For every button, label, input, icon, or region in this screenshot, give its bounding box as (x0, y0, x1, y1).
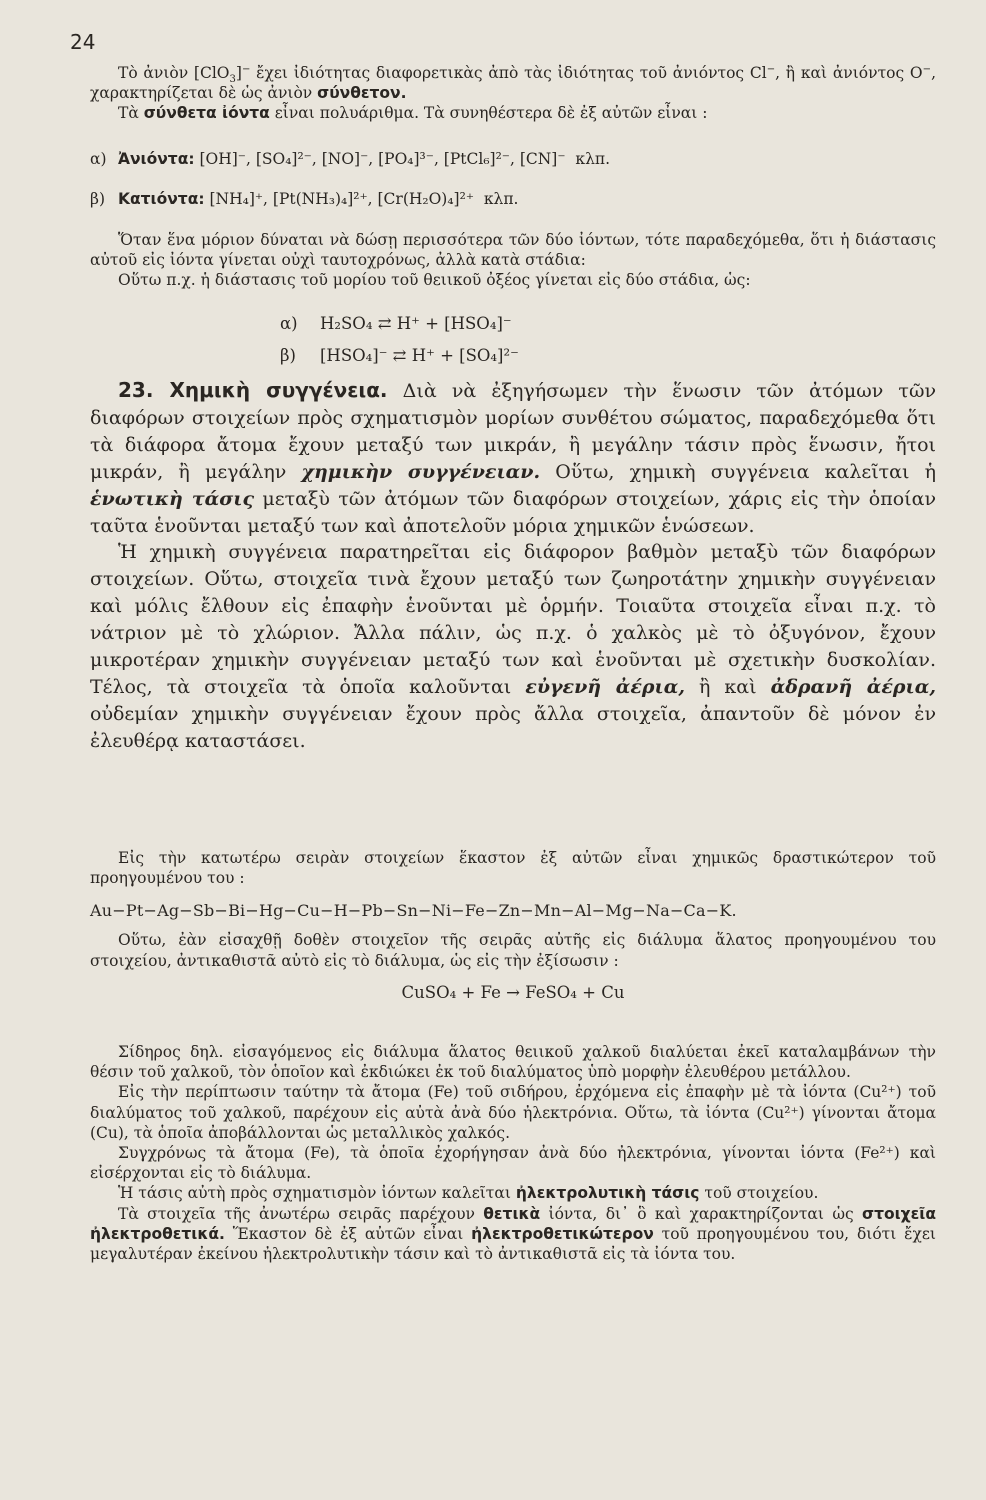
section-paragraph-2: Ἡ χημικὴ συγγένεια παρατηρεῖται εἰς διάφορον βαθμὸν μεταξὺ τῶν διαφόρων στοιχείων. Οὕτω, στοιχεῖα τινὰ ἔχουν μεταξύ των ζωηροτάτην χημικὴν συγγένειαν καὶ μόλις ἔλθουν εἰς ἐπαφὴν ἑνοῦνται μὲ ὁρμήν. Τοιαῦτα στοιχεῖα εἶναι π.χ. τὸ νάτριον μὲ τὸ χλώριον. Ἄλλα πάλιν, ὡς π.χ. ὁ χαλκὸς μὲ τὸ ὀξυγόνον, ἔχουν μικροτέραν χημικὴν συγγένειαν μεταξύ των καὶ ἑνοῦνται μὲ σχετικὴν δυσκολίαν. Τέλος, τὰ στοιχεῖα τὰ ὁποῖα καλοῦνται εὐγενῆ ἀέρια, ἢ καὶ ἀδρανῆ ἀέρια, οὐδεμίαν χημικὴν συγγένειαν ἔχουν πρὸς ἄλλα στοιχεῖα, ἀπαντοῦν δὲ μόνον ἐν ἐλευθέρᾳ καταστάσει. (90, 541, 943, 752)
ion-list (90, 148, 936, 210)
section-paragraph-1: 23. Χημικὴ συγγένεια. Διὰ νὰ ἐξηγήσωμεν τὴν ἕνωσιν τῶν ἀτόμων τῶν διαφόρων στοιχείων πρὸς σχηματισμὸν μορίων συνθέτου σώματος, παραδεχόμεθα ὅτι τὰ διάφορα ἄτομα ἔχουν μεταξύ των μικράν, ἢ μεγάλην τάσιν πρὸς ἕνωσιν, ἤτοι μικράν, ἢ μεγάλην χημικὴν συγγένειαν. Οὕτω, χημικὴ συγγένεια καλεῖται ἡ ἑνωτικὴ τάσις μεταξὺ τῶν ἀτόμων τῶν διαφόρων στοιχείων, χάρις εἰς τὴν ὁποίαν ταῦτα ἑνοῦνται μεταξύ των καὶ ἀποτελοῦν μόρια χημικῶν ἑνώσεων. (90, 378, 943, 537)
term-synthetic-anion: σύνθετον. (317, 84, 407, 103)
term-combining-tendency: ἑνωτικὴ τάσις (90, 487, 255, 510)
term-synthetic-ions: σύνθετα ἰόντα (143, 104, 270, 123)
term-positive: θετικὰ (483, 1204, 541, 1223)
final-paragraph-4: Ἡ τάσις αὐτὴ πρὸς σχηματισμὸν ἰόντων καλεῖται ἠλεκτρολυτικὴ τάσις τοῦ στοιχείου. (118, 1184, 819, 1203)
displacement-equation: CuSO₄ + Fe → FeSO₄ + Cu (401, 982, 625, 1002)
intro-paragraph-2: Τὰ σύνθετα ἰόντα εἶναι πολυάριθμα. Τὰ συνηθέστερα δὲ ἐξ αὐτῶν εἶναι : (118, 104, 708, 123)
final-paragraph-2: Εἰς τὴν περίπτωσιν ταύτην τὰ ἄτομα (Fe) τοῦ σιδήρου, ἐρχόμενα εἰς ἐπαφὴν μὲ τὰ ἰόντα (Cu²⁺) τοῦ διαλύματος τοῦ χαλκοῦ, παρέχουν εἰς αὐτὰ ἀνὰ δύο ἠλεκτρόνια. Οὕτω, τὰ ἰόντα (Cu²⁺) γίνονται ἄτομα (Cu), τὰ ὁποῖα ἀποβάλλονται ὡς μεταλλικὸς χαλκός. (90, 1083, 936, 1142)
term-electropositive-elements: στοιχεῖα ἠλεκτροθετικά. (90, 1204, 936, 1243)
series-explanation: Οὕτω, ἐὰν εἰσαχθῇ δοθὲν στοιχεῖον τῆς σειρᾶς αὐτῆς εἰς διάλυμα ἅλατος προηγουμένου του στοιχείου, ἀντικαθιστᾶ αὐτὸ εἰς τὸ διάλυμα, ὡς εἰς τὴν ἐξίσωσιν : (90, 931, 936, 970)
term-more-electropositive: ἠλεκτροθετικώτερον (471, 1224, 654, 1243)
anion-list-item: α) Ἀνιόντα: [OH]⁻, [SO₄]²⁻, [NO]⁻, [PO₄]³⁻, [PtCl₆]²⁻, [CN]⁻ κλπ. (90, 150, 611, 168)
reactivity-series: Au−Pt−Ag−Sb−Bi−Hg−Cu−H−Pb−Sn−Ni−Fe−Zn−Mn−Al−Mg−Na−Ca−K. (90, 901, 737, 921)
term-electrolytic-tendency: ἠλεκτρολυτικὴ τάσις (515, 1184, 700, 1203)
equation-step-a: α) H₂SO₄ ⇄ H⁺ + [HSO₄]⁻ (280, 314, 512, 333)
dissociation-equations (90, 310, 936, 370)
page-number: 24 (70, 30, 96, 54)
intro-block (90, 63, 941, 124)
equation-step-b: β) [HSO₄]⁻ ⇄ H⁺ + [SO₄]²⁻ (280, 346, 519, 365)
term-inert-gases: ἀδρανῆ ἀέρια, (770, 675, 936, 698)
final-paragraph-5: Τὰ στοιχεῖα τῆς ἀνωτέρω σειρᾶς παρέχουν θετικὰ ἰόντα, δι᾽ ὃ καὶ χαρακτηρίζονται ὡς στοιχεῖα ἠλεκτροθετικά. Ἕκαστον δὲ ἐξ αὐτῶν εἶναι ἠλεκτροθετικώτερον τοῦ προηγουμένου του, διότι ἔχει μεγαλυτέραν ἐκείνου ἠλεκτρολυτικὴν τάσιν καὶ τὸ ἀντικαθιστᾶ εἰς τὰ ἰόντα του. (90, 1204, 941, 1264)
term-noble-gases: εὐγενῆ ἀέρια, (525, 675, 685, 698)
series-block (90, 848, 936, 1002)
section-heading: 23. Χημικὴ συγγένεια. (118, 378, 388, 402)
final-block (90, 1042, 941, 1264)
section-23 (90, 377, 943, 755)
intro-paragraph-1: Τὸ ἀνιὸν [ClO$_3$]− ἔχει ἰδιότητας διαφορετικὰς ἀπὸ τὰς ἰδιότητας τοῦ ἀνιόντος Cl−, ἢ καὶ ἀνιόντος O−, χαρακτηρίζεται δὲ ὡς ἀνιὸν σύνθετον. (90, 63, 941, 103)
dissociation-example: Οὕτω π.χ. ἡ διάστασις τοῦ μορίου τοῦ θειικοῦ ὀξέος γίνεται εἰς δύο στάδια, ὡς: (118, 271, 751, 290)
final-paragraph-3: Συγχρόνως τὰ ἄτομα (Fe), τὰ ὁποῖα ἐχορήγησαν ἀνὰ δύο ἠλεκτρόνια, γίνονται ἰόντα (Fe²⁺) καὶ εἰσέρχονται εἰς τὸ διάλυμα. (90, 1144, 936, 1183)
dissociation-block (90, 230, 936, 291)
cation-list-item: β) Κατιόντα: [NH₄]⁺, [Pt(NH₃)₄]²⁺, [Cr(H₂O)₄]²⁺ κλπ. (90, 190, 519, 208)
series-intro: Εἰς τὴν κατωτέρω σειρὰν στοιχείων ἕκαστον ἐξ αὐτῶν εἶναι χημικῶς δραστικώτερον τοῦ προηγουμένου του : (90, 849, 936, 888)
dissociation-paragraph: Ὅταν ἕνα μόριον δύναται νὰ δώσῃ περισσότερα τῶν δύο ἰόντων, τότε παραδεχόμεθα, ὅτι ἡ διάστασις αὐτοῦ εἰς ἰόντα γίνεται οὐχὶ ταυτοχρόνως, ἀλλὰ κατὰ στάδια: (90, 231, 936, 270)
final-paragraph-1: Σίδηρος δηλ. εἰσαγόμενος εἰς διάλυμα ἅλατος θειικοῦ χαλκοῦ διαλύεται ἐκεῖ καταλαμβάνων τὴν θέσιν τοῦ χαλκοῦ, τὸν ὁποῖον καὶ ἐκδιώκει ἐκ τοῦ διαλύματος ὑπὸ μορφὴν ἐλευθέρου μετάλλου. (90, 1043, 936, 1082)
term-chemical-affinity: χημικὴν συγγένειαν. (301, 460, 541, 483)
